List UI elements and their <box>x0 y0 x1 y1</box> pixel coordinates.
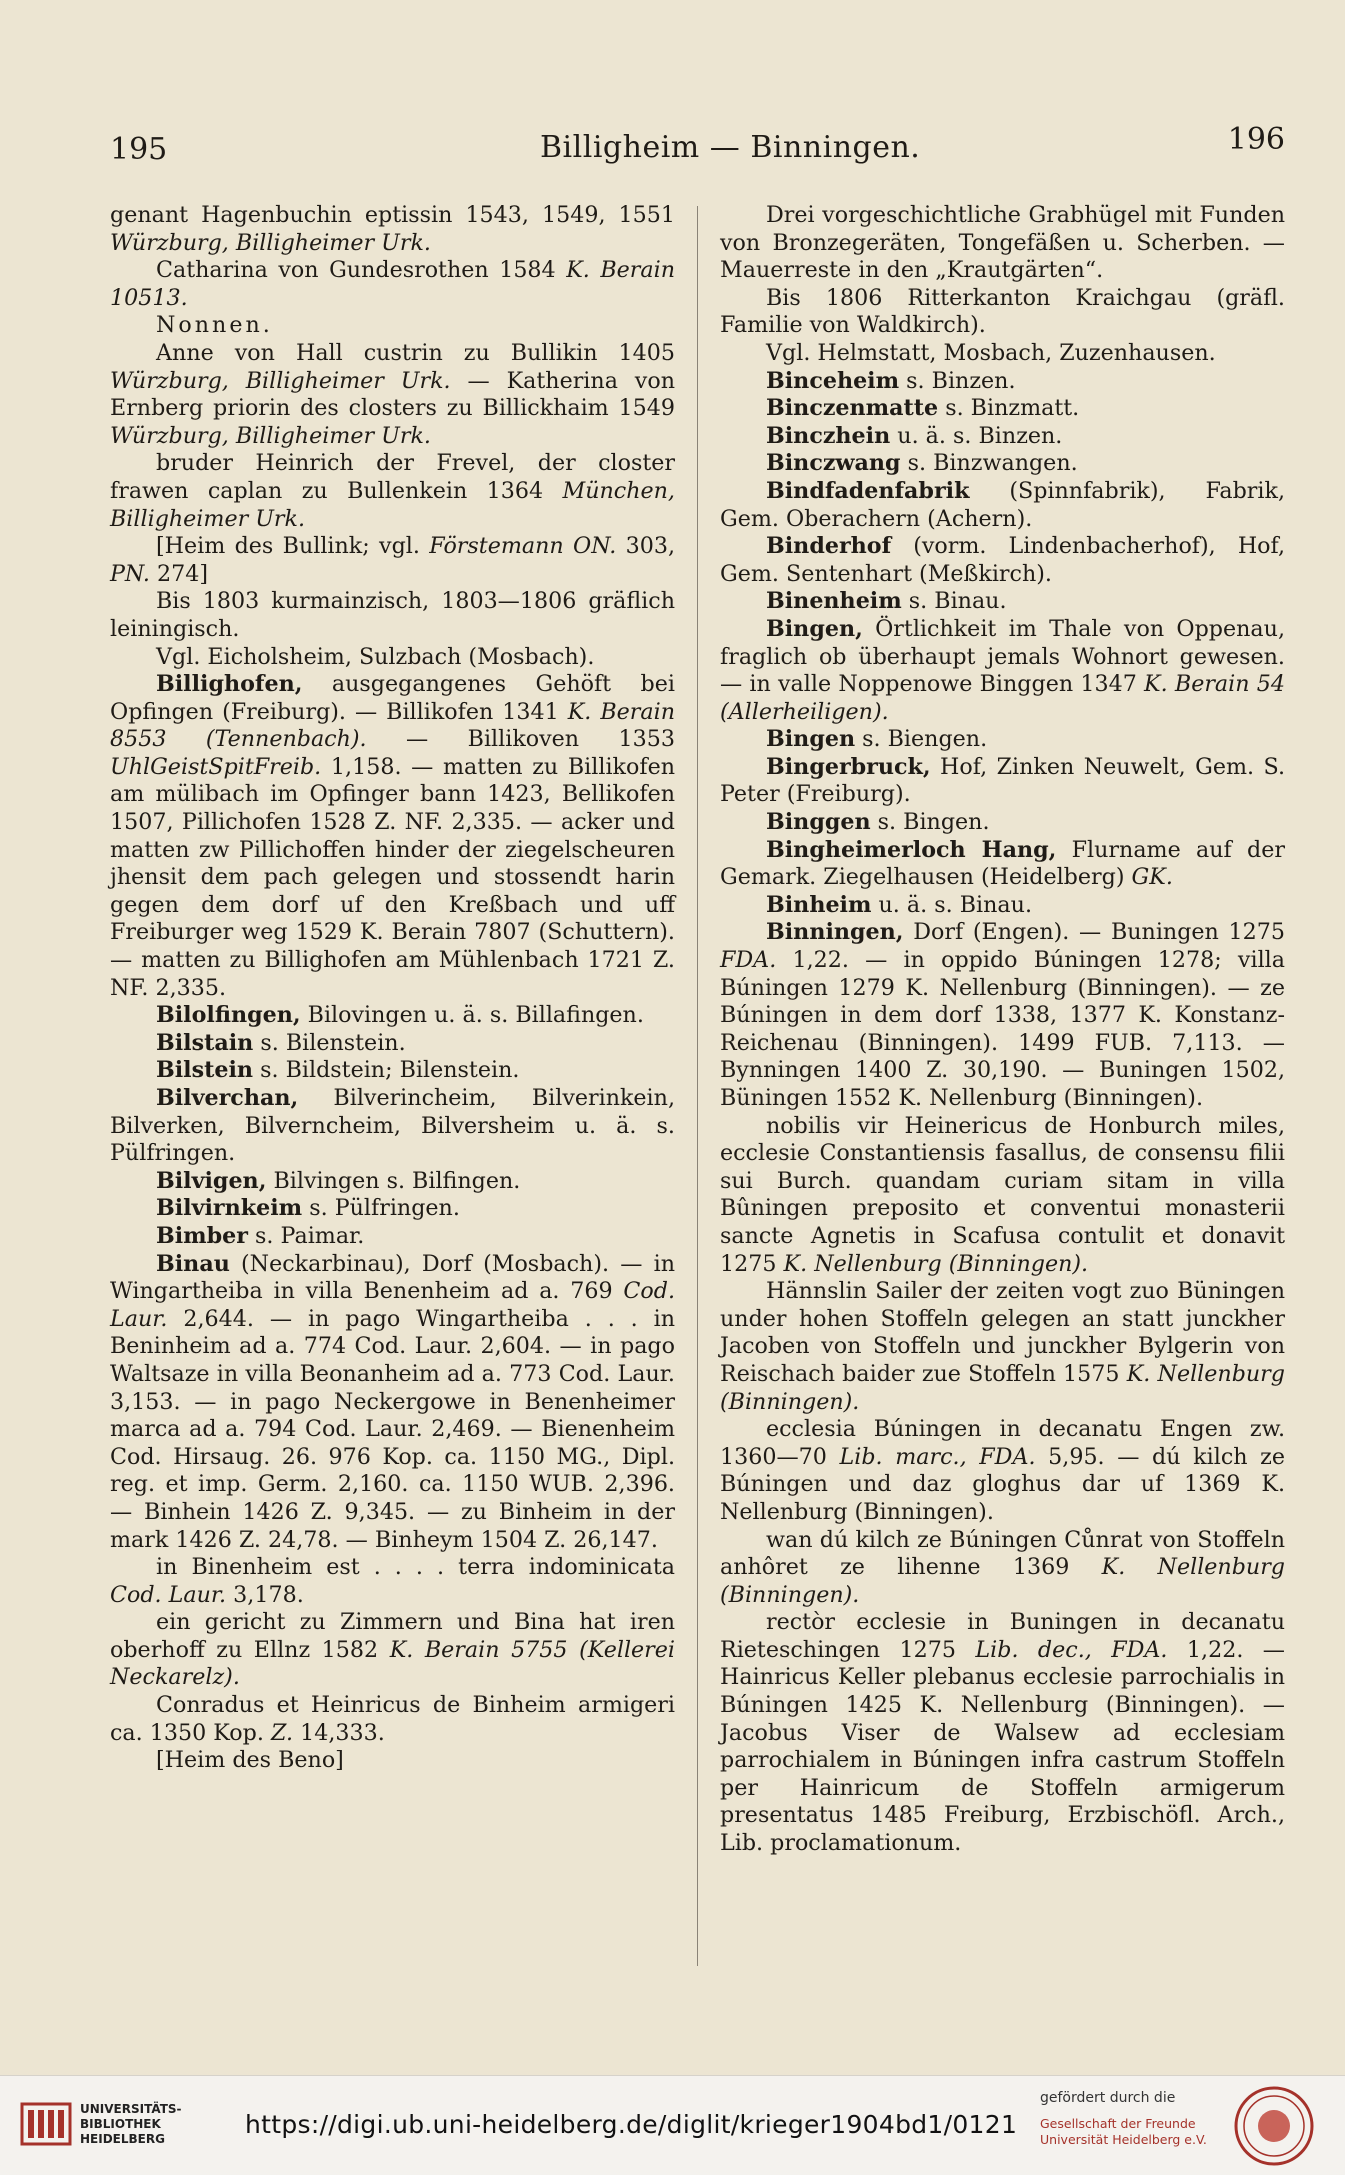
paragraph <box>110 312 675 340</box>
entry-headword: Bilstain <box>156 1029 254 1056</box>
paragraph <box>110 1609 675 1692</box>
paragraph <box>720 202 1285 285</box>
paragraph <box>720 1527 1285 1610</box>
paragraph-text: 3,178. <box>226 1581 304 1608</box>
paragraph <box>110 202 675 257</box>
paragraph <box>720 616 1285 726</box>
paragraph-text: Nonnen. <box>156 312 273 339</box>
paragraph <box>720 533 1285 588</box>
entry-headword: Bindfadenfabrik <box>766 477 970 504</box>
paragraph <box>720 919 1285 1112</box>
paragraph-text: s. Paimar. <box>247 1222 365 1249</box>
paragraph-text: u. ä. s. Binzen. <box>890 422 1063 449</box>
paragraph-text: Vgl. Eicholsheim, Sulzbach (Mosbach). <box>156 643 595 670</box>
source-citation: GK. <box>1131 864 1173 891</box>
source-citation: PN. <box>110 560 150 587</box>
paragraph <box>110 1223 675 1251</box>
running-head: Billigheim — Binningen. <box>540 130 921 165</box>
paragraph <box>720 837 1285 892</box>
source-citation: K. Nellenburg (Binningen). <box>720 1360 1285 1415</box>
university-seal-icon <box>1232 2084 1316 2168</box>
page-header <box>110 118 1285 168</box>
entry-headword: Binenheim <box>766 588 902 615</box>
paragraph <box>110 1251 675 1555</box>
entry-headword: Bilolfingen, <box>156 1002 301 1029</box>
paragraph-text: nobilis vir Heinericus de Honburch miles, ecclesie Constantiensis fasallus, de consensu filii sui Burch. quandam curiam sitam in villa Bûningen preposito et conventui monasterii sancte Agnetis in Scafusa contulit et donavit 1275 <box>720 1112 1285 1277</box>
paragraph-text: 1,22. — in oppido Búningen 1278; villa Búningen 1279 K. Nellenburg (Binningen). — ze Búningen in dem dorf 1338, 1377 K. Konstanz-Reichenau (Binningen). 1499 FUB. 7,113. — Bynningen 1400 Z. 30,190. — Buningen 1502, Büningen 1552 K. Nellenburg (Binningen). <box>720 947 1285 1111</box>
paragraph <box>110 1747 675 1775</box>
sponsor-name <box>1040 2116 1207 2147</box>
paragraph <box>720 368 1285 396</box>
paragraph-text: (vorm. Lindenbacherhof), Hof, Gem. Sentenhart (Meßkirch). <box>720 533 1285 587</box>
source-citation: K. Berain 10513. <box>110 257 675 311</box>
source-citation: Z. <box>270 1719 294 1746</box>
paragraph-text: s. Bildstein; Bilenstein. <box>253 1057 520 1084</box>
paragraph <box>110 257 675 312</box>
source-citation: K. Nellenburg (Binningen). <box>720 1554 1286 1608</box>
paragraph-text: [Heim des Beno] <box>156 1747 344 1774</box>
entry-headword: Bingen, <box>766 615 863 642</box>
sponsor-line-2: Universität Heidelberg e.V. <box>1040 2131 1207 2147</box>
paragraph <box>110 1168 675 1196</box>
permalink-url[interactable]: https://digi.ub.uni-heidelberg.de/diglit/krieger1904bd1/0121 <box>245 2110 1018 2139</box>
paragraph <box>720 395 1285 423</box>
source-citation: Würzburg, Billigheimer Urk. <box>110 367 451 394</box>
paragraph-text: Flurname auf der Gemark. Ziegelhausen (Heidelberg) <box>720 836 1285 891</box>
source-citation: K. Berain 5755 (Kellerei Neckarelz). <box>110 1636 675 1691</box>
paragraph <box>110 1554 675 1609</box>
entry-headword: Bilverchan, <box>156 1085 299 1111</box>
entry-headword: Bilstein <box>156 1057 254 1084</box>
paragraph-text: s. Binau. <box>901 588 1007 615</box>
entry-headword: Binningen, <box>766 919 904 946</box>
source-citation: Cod. Laur. <box>110 1581 227 1608</box>
paragraph-text: rectòr ecclesie in Buningen in decanatu Rieteschingen 1275 <box>720 1609 1285 1663</box>
entry-headword: Bimber <box>156 1222 248 1249</box>
paragraph <box>110 1195 675 1223</box>
source-citation: Förstemann ON. <box>429 533 617 560</box>
paragraph-text: Catharina von Gundesrothen 1584 <box>156 257 567 284</box>
source-citation: K. Nellenburg (Binningen). <box>783 1250 1089 1277</box>
paragraph-text: Bilverincheim, Bilverinkein, Bilverken, Bilverncheim, Bilversheim u. ä. s. Pülfringen. <box>110 1085 675 1167</box>
source-citation: Lib. marc., FDA. <box>839 1443 1036 1470</box>
paragraph-text: 5,95. — dú kilch ze Búningen und daz gloghus dar uf 1369 K. Nellenburg (Binningen). <box>720 1443 1285 1525</box>
uni-line-2: BIBLIOTHEK <box>80 2117 161 2131</box>
entry-headword: Binderhof <box>766 533 892 560</box>
entry-headword: Binczenmatte <box>766 395 939 422</box>
paragraph-text: Anne von Hall custrin zu Bullikin 1405 <box>156 339 675 366</box>
paragraph-text: wan dú kilch ze Búningen Cůnrat von Stoffeln anhôret ze lihenne 1369 <box>720 1526 1285 1581</box>
paragraph <box>720 809 1285 837</box>
source-citation: München, Billigheimer Urk. <box>110 477 675 532</box>
paragraph <box>110 1692 675 1747</box>
entry-headword: Billighofen, <box>156 671 303 698</box>
paragraph <box>720 726 1285 754</box>
paragraph <box>110 1085 675 1168</box>
paragraph-text: ein gericht zu Zimmern und Bina hat iren oberhoff zu Ellnz 1582 <box>110 1609 675 1663</box>
source-citation: Würzburg, Billigheimer Urk. <box>110 229 431 256</box>
uni-line-3: HEIDELBERG <box>80 2132 165 2146</box>
paragraph <box>720 892 1285 920</box>
paragraph-text: [Heim des Bullink; vgl. <box>156 533 430 560</box>
paragraph <box>110 1002 675 1030</box>
paragraph-text: Drei vorgeschichtliche Grabhügel mit Funden von Bronzegeräten, Tongefäßen u. Scherben. — Mauerreste in den „Krautgärten“. <box>720 202 1285 284</box>
paragraph-text: s. Biengen. <box>855 726 988 753</box>
entry-headword: Bilvigen, <box>156 1167 267 1194</box>
paragraph-text: s. Binzmatt. <box>938 395 1080 422</box>
paragraph-text: 303, <box>616 533 675 560</box>
paragraph <box>110 644 675 672</box>
left-column <box>110 202 675 1775</box>
paragraph <box>110 533 675 588</box>
paragraph-text: s. Pülfringen. <box>302 1195 460 1222</box>
source-citation: UhlGeistSpitFreib. <box>110 753 322 780</box>
source-citation: Lib. dec., FDA. <box>975 1636 1168 1663</box>
uni-line-1: UNIVERSITÄTS- <box>80 2102 182 2116</box>
right-column <box>720 202 1285 1858</box>
paragraph <box>110 588 675 643</box>
paragraph-text: s. Binzwangen. <box>900 450 1078 477</box>
paragraph <box>720 588 1285 616</box>
viewer-footer <box>0 2075 1345 2175</box>
paragraph <box>110 340 675 450</box>
paragraph-text: s. Bingen. <box>870 809 990 836</box>
paragraph-text: Örtlichkeit im Thale von Oppenau, fraglich ob überhaupt jemals Wohnort gewesen. — in valle Noppenowe Binggen 1347 <box>720 615 1285 698</box>
paragraph-text: Hännslin Sailer der zeiten vogt zuo Büningen under hohen Stoffeln gelegen an statt junckher Jacoben von Stoffeln und junckher Bylgerin von Reischach baider zue Stoffeln 1575 <box>720 1278 1285 1387</box>
entry-headword: Binczhein <box>766 422 891 449</box>
paragraph <box>720 478 1285 533</box>
entry-headword: Binceheim <box>766 367 900 394</box>
paragraph-text: — Katherina von Ernberg priorin des closters zu Billickhaim 1549 <box>110 367 675 422</box>
paragraph-text: (Neckarbinau), Dorf (Mosbach). — in Wingartheiba in villa Benenheim ad a. 769 <box>110 1250 675 1305</box>
paragraph <box>720 285 1285 340</box>
paragraph-text: 1,158. — matten zu Billikofen am mülibach im Opfinger bann 1423, Bellikofen 1507, Pillichofen 1528 Z. NF. 2,335. — acker und matten zw Pillichoffen hinder der ziegelscheuren jhensit dem pach gelegen und stossendt harin gegen dem dorf uf den Kreßbach und uff Freiburger weg 1529 K. Berain 7807 (Schuttern). — matten zu Billighofen am Mühlenbach 1721 Z. NF. 2,335. <box>110 753 675 1001</box>
university-library-name <box>80 2102 182 2147</box>
paragraph <box>720 450 1285 478</box>
entry-headword: Bingen <box>766 726 856 753</box>
entry-headword: Binggen <box>766 809 871 836</box>
paragraph-text: Bis 1806 Ritterkanton Kraichgau (gräfl. Familie von Waldkirch). <box>720 284 1285 339</box>
entry-headword: Binau <box>156 1250 230 1277</box>
paragraph <box>720 1609 1285 1857</box>
page-number-right: 196 <box>1227 122 1285 157</box>
entry-headword: Binheim <box>766 891 872 918</box>
paragraph <box>110 1030 675 1058</box>
source-citation: K. Berain 54 (Allerheiligen). <box>720 671 1286 725</box>
sponsor-line-1: Gesellschaft der Freunde <box>1040 2116 1196 2131</box>
paragraph <box>720 1416 1285 1526</box>
paragraph <box>110 671 675 1002</box>
paragraph-text: 2,644. — in pago Wingartheiba . . . in Beninheim ad a. 774 Cod. Laur. 2,604. — in pago Waltsaze in villa Beonanheim ad a. 773 Cod. Laur. 3,153. — in pago Neckergowe in Benenheimer marca ad a. 794 Cod. Laur. 2,469. — Bienenheim Cod. Hirsaug. 26. 976 Kop. ca. 1150 MG., Dipl. reg. et imp. Germ. 2,160. ca. 1150 WUB. 2,396. — Binhein 1426 Z. 9,345. — zu Binheim in der mark 1426 Z. 24,78. — Binheym 1504 Z. 26,147. <box>110 1305 675 1553</box>
paragraph-text: ecclesia Búningen in decanatu Engen zw. 1360—70 <box>720 1416 1285 1470</box>
paragraph <box>720 754 1285 809</box>
paragraph-text: Conradus et Heinricus de Binheim armigeri ca. 1350 Kop. <box>110 1692 675 1746</box>
source-citation: Würzburg, Billigheimer Urk. <box>110 422 431 449</box>
paragraph-text: — Billikoven 1353 <box>366 726 675 753</box>
paragraph-text: Hof, Zinken Neuwelt, Gem. S. Peter (Freiburg). <box>720 753 1285 808</box>
paragraph-text: in Binenheim est . . . . terra indominicata <box>156 1554 675 1581</box>
entry-headword: Binczwang <box>766 450 901 477</box>
paragraph <box>110 1057 675 1085</box>
paragraph-text: Bis 1803 kurmainzisch, 1803—1806 gräflich leiningisch. <box>110 588 675 642</box>
paragraph <box>110 450 675 533</box>
paragraph-text: s. Bilenstein. <box>253 1029 406 1056</box>
paragraph <box>720 423 1285 451</box>
university-library-logo-icon <box>20 2098 72 2150</box>
column-divider <box>697 206 698 1966</box>
sponsor-label: gefördert durch die <box>1040 2090 1176 2106</box>
entry-headword: Bilvirnkeim <box>156 1195 303 1222</box>
paragraph-text: Bilovingen u. ä. s. Billafingen. <box>300 1002 644 1029</box>
paragraph <box>720 340 1285 368</box>
paragraph-text: s. Binzen. <box>899 367 1016 394</box>
paragraph-text: u. ä. s. Binau. <box>871 891 1033 918</box>
source-citation: K. Berain 8553 (Tennenbach). <box>110 698 675 753</box>
paragraph-text: Vgl. Helmstatt, Mosbach, Zuzenhausen. <box>766 339 1216 366</box>
paragraph <box>720 1278 1285 1416</box>
paragraph-text: 14,333. <box>293 1719 385 1746</box>
page-number-left: 195 <box>110 132 168 167</box>
paragraph-text: 274] <box>149 560 209 587</box>
source-citation: Cod. Laur. <box>110 1278 675 1332</box>
entry-headword: Bingheimerloch Hang, <box>766 836 1057 863</box>
source-citation: FDA. <box>720 947 777 974</box>
entry-headword: Bingerbruck, <box>766 753 931 780</box>
paragraph-text: bruder Heinrich der Frevel, der closter frawen caplan zu Bullenkein 1364 <box>110 450 675 504</box>
paragraph-text: 1,22. — Hainricus Keller plebanus ecclesie parrochialis in Búningen 1425 K. Nellenburg (Binningen). — Jacobus Viser de Walsew ad ecclesiam parrochialem in Búningen infra castrum Stoffeln per Hainricum de Stoffeln armigerum presentatus 1485 Freiburg, Erzbischöfl. Arch., Lib. proclamationum. <box>720 1636 1285 1857</box>
paragraph <box>720 1113 1285 1279</box>
paragraph-text: ausgegangenes Gehöft bei Opfingen (Freiburg). — Billikofen 1341 <box>110 671 675 725</box>
paragraph-text: Dorf (Engen). — Buningen 1275 <box>903 919 1285 946</box>
paragraph-text: Bilvingen s. Bilfingen. <box>266 1167 521 1194</box>
paragraph-text: genant Hagenbuchin eptissin 1543, 1549, 1551 <box>110 202 675 228</box>
paragraph-text: (Spinnfabrik), Fabrik, Gem. Oberachern (Achern). <box>720 477 1285 532</box>
